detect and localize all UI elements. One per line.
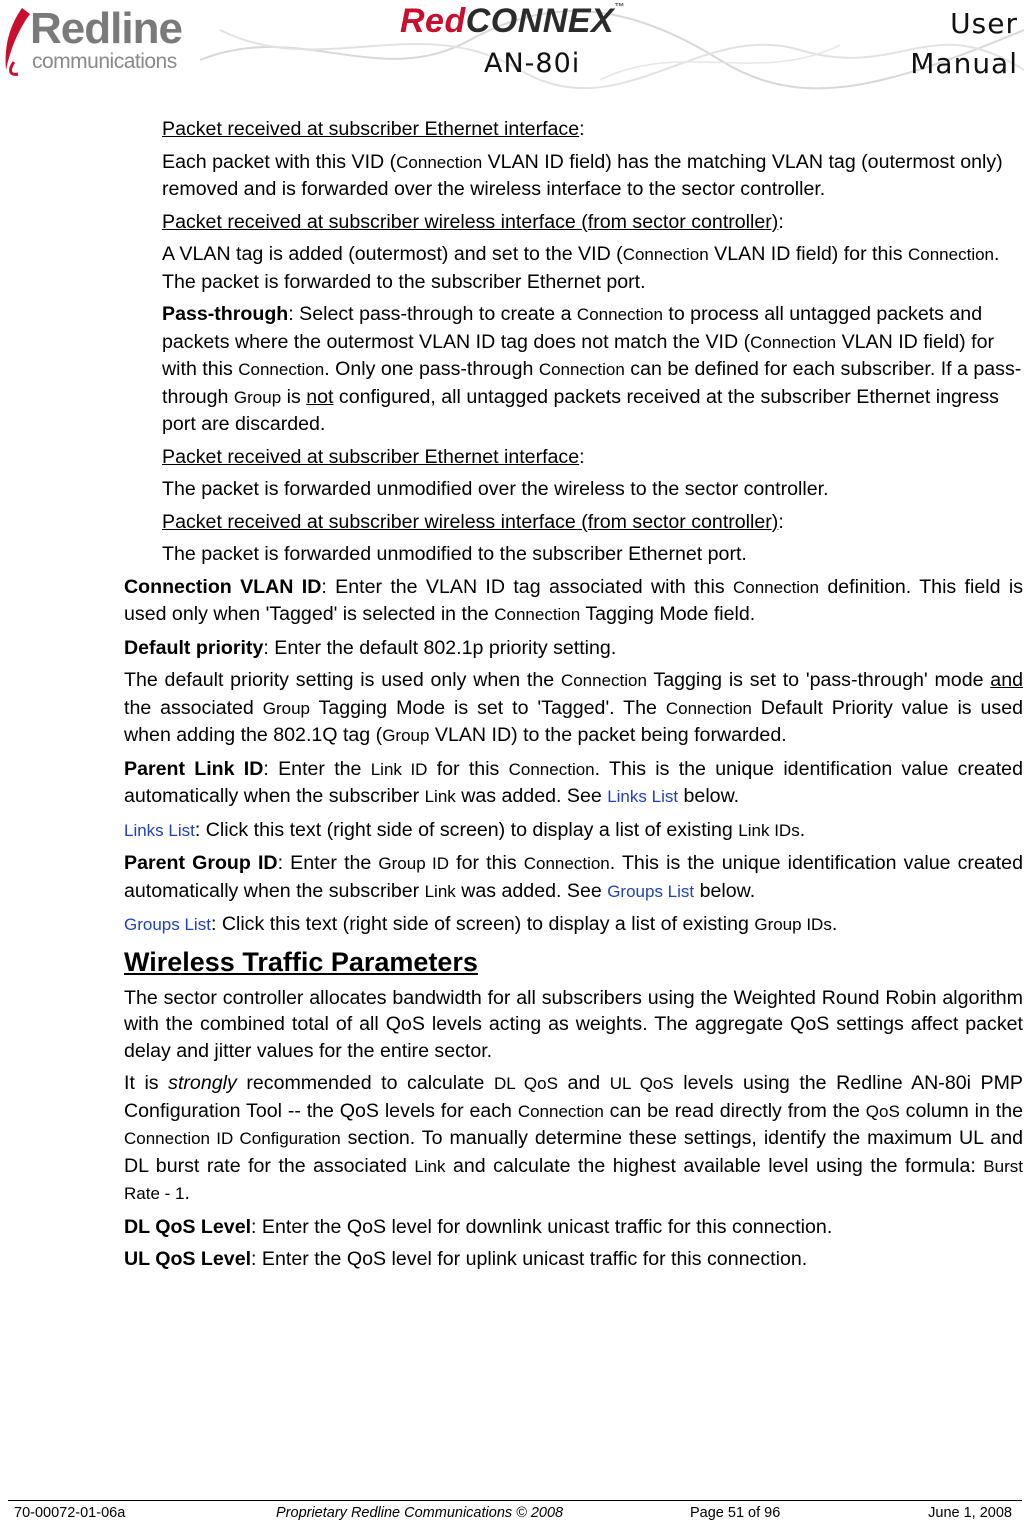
paragraph bbox=[162, 241, 1023, 295]
text: : Enter the default 802.1p priority setting. bbox=[263, 636, 617, 659]
term-link: Link bbox=[424, 881, 456, 901]
footer-page-number: Page 51 of 96 bbox=[690, 1505, 781, 1521]
text: Tagging Mode is set to 'Tagged'. The bbox=[310, 696, 666, 719]
footer-date: June 1, 2008 bbox=[928, 1505, 1012, 1521]
term-ul-qos: UL QoS bbox=[609, 1074, 674, 1093]
term-qos: QoS bbox=[865, 1101, 900, 1121]
paragraph bbox=[124, 1070, 1023, 1208]
text: Tagging Mode field. bbox=[580, 603, 756, 625]
paragraph bbox=[162, 444, 1023, 471]
paragraph bbox=[162, 209, 1023, 236]
field-name-default-priority: Default priority bbox=[124, 636, 264, 659]
text: recommended to calculate bbox=[236, 1072, 494, 1094]
text: : Click this text (right side of screen) to display a list of existing bbox=[210, 913, 755, 935]
field-name-parent-group-id: Parent Group ID bbox=[124, 852, 278, 874]
paragraph bbox=[124, 667, 1023, 750]
term-link: Link bbox=[424, 787, 456, 806]
term-group-id: Group ID bbox=[378, 854, 450, 873]
text: : Enter the bbox=[277, 852, 379, 874]
text: Each packet with this VID ( bbox=[162, 150, 397, 173]
paragraph bbox=[124, 985, 1023, 1065]
term-connection: Connection bbox=[908, 245, 995, 264]
text: . This is the unique identification value created automatically when the subscriber bbox=[124, 757, 1023, 807]
paragraph bbox=[162, 476, 1023, 503]
text: : bbox=[579, 118, 585, 140]
text: . bbox=[184, 1182, 190, 1204]
text: to process all untagged packets and packets where the outermost VLAN ID tag does not match the VID ( bbox=[162, 303, 983, 353]
product-model: AN-80i bbox=[484, 48, 581, 79]
page-header bbox=[0, 0, 1024, 90]
paragraph bbox=[162, 509, 1023, 536]
text: Default Priority value is used when adding the 802.1Q tag ( bbox=[124, 696, 1023, 746]
paragraph bbox=[162, 541, 1023, 568]
text: : bbox=[778, 210, 784, 233]
document-type-line1: User bbox=[950, 7, 1018, 40]
text: VLAN ID) to the packet being forwarded. bbox=[429, 724, 787, 746]
groups-list-link[interactable]: Groups List bbox=[124, 915, 211, 934]
paragraph-links-list bbox=[124, 817, 1023, 845]
section-heading: Wireless Traffic Parameters bbox=[124, 946, 478, 977]
term-connection-id-configuration: Connection ID Configuration bbox=[124, 1129, 341, 1148]
text: and bbox=[557, 1072, 610, 1094]
term-connection: Connection bbox=[750, 332, 837, 352]
term-link-ids: Link IDs bbox=[738, 820, 800, 840]
text: below. bbox=[678, 785, 740, 807]
text: . The packet is forwarded to the subscriber Ethernet port. bbox=[162, 243, 1000, 293]
text: below. bbox=[694, 879, 756, 902]
logo-red-part: Red bbox=[400, 2, 466, 40]
footer-proprietary: Proprietary Redline Communications © 2008 bbox=[276, 1505, 564, 1521]
text: can be defined for each subscriber. If a pass-through bbox=[162, 358, 1022, 408]
text: and calculate the highest available level using the formula: bbox=[445, 1154, 984, 1177]
term-connection: Connection bbox=[523, 854, 610, 873]
text: section. To manually determine these settings, identify the maximum UL and DL burst rate for the associated bbox=[124, 1127, 1023, 1177]
paragraph-parent-group-id bbox=[124, 850, 1023, 905]
footer-doc-number: 70-00072-01-06a bbox=[14, 1505, 126, 1521]
field-name-parent-link-id: Parent Link ID bbox=[124, 757, 264, 780]
text: The packet is forwarded unmodified over the wireless to the sector controller. bbox=[162, 478, 829, 500]
term-connection: Connection bbox=[494, 605, 581, 624]
term-connection: Connection bbox=[665, 698, 752, 718]
logo-connex-part: CONNEX bbox=[465, 2, 615, 40]
text: column in the bbox=[899, 1099, 1023, 1122]
paragraph-pass-through bbox=[162, 301, 1023, 438]
text: for this bbox=[427, 757, 509, 780]
term-link-id: Link ID bbox=[370, 759, 428, 779]
text: : bbox=[579, 445, 585, 468]
term-connection: Connection bbox=[560, 671, 647, 690]
paragraph bbox=[162, 149, 1023, 203]
text: is bbox=[281, 385, 307, 408]
paragraph bbox=[162, 116, 1023, 143]
logo-communications-text: communications bbox=[32, 50, 177, 73]
term-connection: Connection bbox=[238, 360, 325, 379]
term-connection: Connection bbox=[622, 245, 709, 264]
text: : bbox=[778, 510, 784, 533]
links-list-link[interactable]: Links List bbox=[124, 820, 195, 840]
redline-logo bbox=[0, 0, 215, 80]
text: VLAN ID field) has the matching VLAN tag (outermost only) removed and is forwarded over the wireless interface to the sector controller. bbox=[162, 150, 1003, 200]
term-connection: Connection bbox=[732, 577, 819, 597]
term-connection: Connection bbox=[538, 360, 625, 379]
text: for this bbox=[449, 852, 524, 874]
subheading-wireless-rx: Packet received at subscriber wireless interface (from sector controller) bbox=[162, 210, 779, 233]
trademark-icon: ™ bbox=[614, 2, 625, 13]
logo-redline-text: Redline bbox=[30, 4, 182, 53]
text: The sector controller allocates bandwidth for all subscribers using the Weighted Round Robin algorithm with the combined total of all QoS levels acting as weights. The aggregate QoS settings affect packet delay and jitter values for the entire sector. bbox=[124, 986, 1023, 1062]
text: : Enter the bbox=[263, 757, 371, 780]
text: . bbox=[799, 818, 806, 841]
term-connection: Connection bbox=[517, 1101, 604, 1121]
text: definition. This field is used only when 'Tagged' is selected in the bbox=[124, 575, 1023, 625]
text: : Enter the QoS level for uplink unicast traffic for this connection. bbox=[251, 1248, 808, 1270]
term-connection: Connection bbox=[396, 152, 483, 172]
text: was added. See bbox=[455, 785, 608, 807]
footer-divider bbox=[8, 1500, 1022, 1501]
text: configured, all untagged packets received at the subscriber Ethernet ingress port are discarded. bbox=[162, 385, 999, 435]
text: . Only one pass-through bbox=[324, 358, 539, 380]
term-burst-formula: Burst Rate - 1 bbox=[124, 1156, 1023, 1203]
text: Tagging is set to 'pass-through' mode bbox=[646, 669, 991, 691]
subheading-ethernet-rx: Packet received at subscriber Ethernet interface bbox=[162, 445, 580, 468]
text: can be read directly from the bbox=[603, 1099, 866, 1122]
term-connection: Connection bbox=[508, 759, 595, 779]
term-group: Group bbox=[262, 698, 310, 718]
emphasis-and: and bbox=[990, 669, 1023, 691]
paragraph-ul-qos-level bbox=[124, 1246, 1023, 1273]
text: : Enter the VLAN ID tag associated with this bbox=[321, 575, 733, 598]
field-name-dl-qos-level: DL QoS Level bbox=[124, 1215, 252, 1238]
document-type-line2: Manual bbox=[910, 47, 1018, 80]
field-name-connection-vlan-id: Connection VLAN ID bbox=[124, 575, 322, 598]
paragraph-dl-qos-level bbox=[124, 1214, 1023, 1241]
term-group-ids: Group IDs bbox=[754, 915, 832, 934]
document-type bbox=[910, 4, 1018, 84]
text: . bbox=[831, 913, 838, 935]
paragraph-parent-link-id bbox=[124, 756, 1023, 811]
text: . This is the unique identification value created automatically when the subscriber bbox=[124, 852, 1023, 902]
term-group: Group bbox=[233, 387, 282, 407]
text: VLAN ID field) for with this bbox=[162, 330, 995, 380]
text: A VLAN tag is added (outermost) and set to the VID ( bbox=[162, 243, 623, 265]
text: VLAN ID field) for this bbox=[708, 243, 908, 265]
paragraph-default-priority bbox=[124, 635, 1023, 662]
text: : Enter the QoS level for downlink unicast traffic for this connection. bbox=[251, 1215, 833, 1238]
paragraph-connection-vlan-id bbox=[124, 574, 1023, 629]
subheading-wireless-rx: Packet received at subscriber wireless interface (from sector controller) bbox=[162, 510, 779, 533]
text: levels using the Redline AN-80i PMP Configuration Tool -- the QoS levels for each bbox=[124, 1072, 1023, 1122]
redconnex-logo bbox=[400, 2, 625, 41]
term-pass-through: Pass-through bbox=[162, 303, 289, 325]
text: It is bbox=[124, 1072, 169, 1094]
term-connection: Connection bbox=[576, 305, 663, 324]
term-group: Group bbox=[382, 726, 430, 745]
subheading-ethernet-rx: Packet received at subscriber Ethernet interface bbox=[162, 118, 580, 140]
term-dl-qos: DL QoS bbox=[493, 1074, 558, 1093]
page-content bbox=[124, 116, 1023, 1279]
text: The default priority setting is used only when the bbox=[124, 669, 561, 691]
emphasis-not: not bbox=[306, 385, 334, 408]
emphasis-strongly: strongly bbox=[168, 1072, 237, 1094]
text: : Select pass-through to create a bbox=[288, 303, 577, 325]
text: : Click this text (right side of screen) to display a list of existing bbox=[194, 818, 739, 841]
text: was added. See bbox=[455, 879, 608, 902]
text: The packet is forwarded unmodified to the subscriber Ethernet port. bbox=[162, 543, 747, 565]
groups-list-link[interactable]: Groups List bbox=[607, 881, 695, 901]
paragraph-groups-list bbox=[124, 911, 1023, 939]
field-name-ul-qos-level: UL QoS Level bbox=[124, 1248, 252, 1270]
term-link: Link bbox=[414, 1156, 446, 1176]
links-list-link[interactable]: Links List bbox=[607, 787, 679, 806]
text: the associated bbox=[124, 696, 263, 719]
